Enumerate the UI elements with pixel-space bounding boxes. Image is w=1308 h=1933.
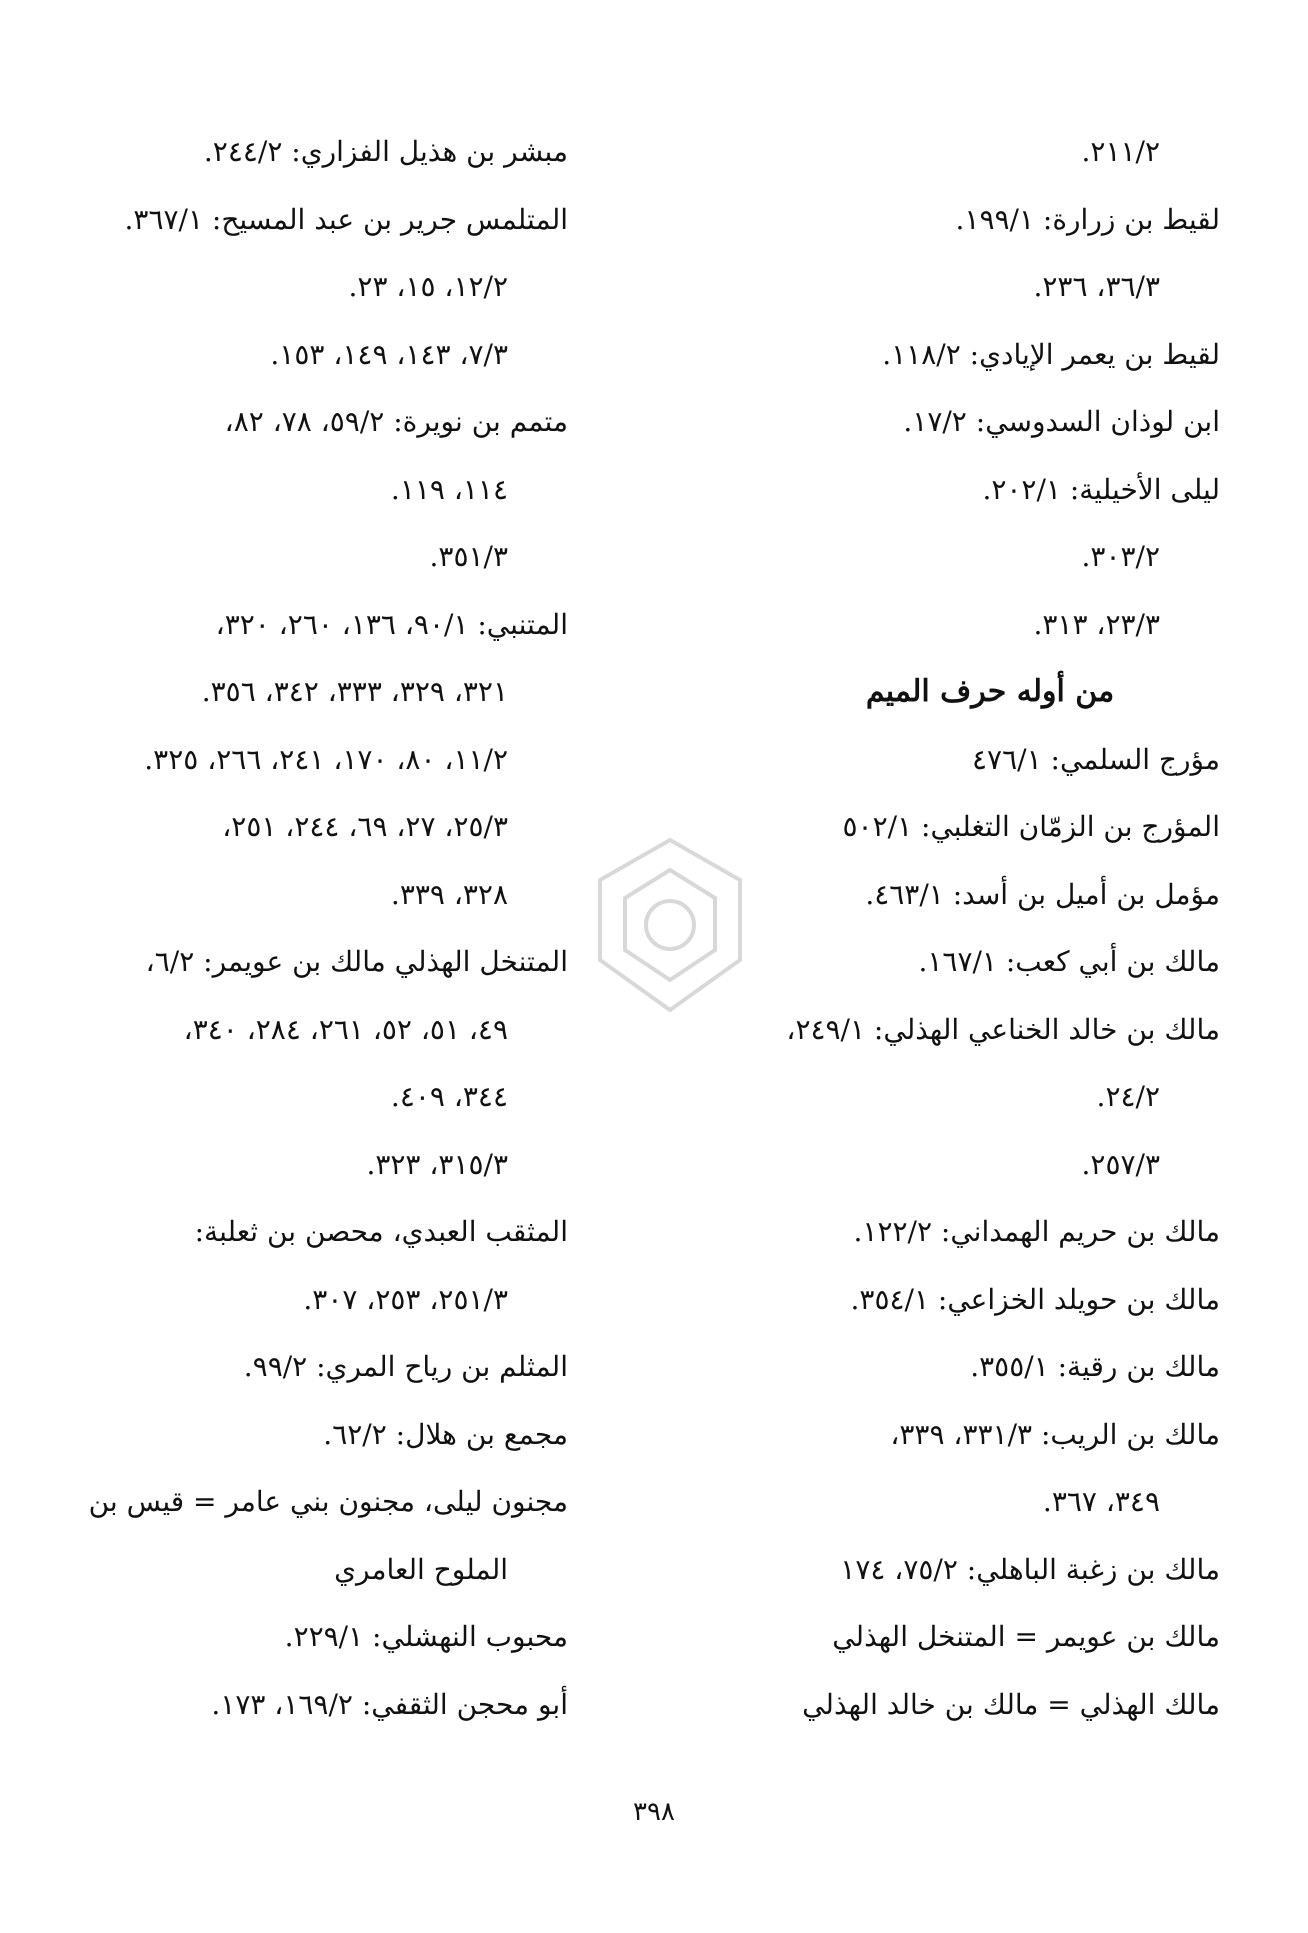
left-column-entry-line: المتنخل الهذلي مالك بن عويمر: ٦/٢، xyxy=(145,945,568,978)
right-column-entry-line: مالك بن حويلد الخزاعي: ٣٥٤/١. xyxy=(850,1282,1220,1316)
left-column-entry-line: ٢٥/٣، ٢٧، ٦٩، ٢٤٤، ٢٥١، xyxy=(222,810,508,843)
left-column-entry-line: متمم بن نويرة: ٥٩/٢، ٧٨، ٨٢، xyxy=(224,405,568,438)
right-column-entry-line: مؤمل بن أميل بن أسد: ٤٦٣/١. xyxy=(865,877,1220,911)
right-column-entry-line: ابن لوذان السدوسي: ١٧/٢. xyxy=(903,405,1220,438)
right-column-entry-line: ٣٦/٣، ٢٣٦. xyxy=(1033,270,1160,303)
left-column-entry-line: مجنون ليلى، مجنون بني عامر = قيس بن xyxy=(88,1485,568,1518)
left-column-entry-line: ٣١٥/٣، ٣٢٣. xyxy=(366,1147,508,1181)
left-column-entry-line: ٧/٣، ١٤٣، ١٤٩، ١٥٣. xyxy=(270,337,508,371)
right-column-entry-line: مالك بن زغبة الباهلي: ٧٥/٢، ١٧٤ xyxy=(840,1552,1220,1586)
right-column-entry-line: مالك بن عويمر = المتنخل الهذلي xyxy=(832,1620,1220,1653)
page-number: ٣٩٨ xyxy=(633,1797,675,1827)
left-column-entry-line: محبوب النهشلي: ٢٢٩/١. xyxy=(284,1620,568,1653)
right-column-entry-line: ٢٤/٢. xyxy=(1096,1080,1160,1113)
right-column-entry-line: المؤرج بن الزمّان التغلبي: ٥٠٢/١ xyxy=(842,810,1220,843)
left-column-entry-line: ٣٢٨، ٣٣٩. xyxy=(390,877,508,911)
left-column-entry-line: ١١/٢، ٨٠، ١٧٠، ٢٤١، ٢٦٦، ٣٢٥. xyxy=(144,742,508,776)
left-column-entry-line: مبشر بن هذيل الفزاري: ٢٤٤/٢. xyxy=(203,135,568,168)
seal-logo-icon xyxy=(560,820,780,1040)
left-column-entry-line: ١٢/٢، ١٥، ٢٣. xyxy=(348,270,508,303)
right-column-entry-line: مالك بن رقية: ٣٥٥/١. xyxy=(970,1350,1220,1383)
right-column-entry-line: لقيط بن يعمر الإيادي: ١١٨/٢. xyxy=(882,337,1220,371)
left-column-entry-line: ٣٤٤، ٤٠٩. xyxy=(390,1080,508,1113)
right-column-entry-line: ٢٣/٣، ٣١٣. xyxy=(1033,607,1160,641)
right-column-entry-line: مالك بن أبي كعب: ١٦٧/١. xyxy=(918,945,1220,978)
right-column-entry-line: مالك الهذلي = مالك بن خالد الهذلي xyxy=(802,1687,1220,1721)
right-column-entry-line: مالك بن خالد الخناعي الهذلي: ٢٤٩/١، xyxy=(786,1012,1220,1046)
left-column-entry-line: ٣٢١، ٣٢٩، ٣٣٣، ٣٤٢، ٣٥٦. xyxy=(201,675,508,708)
right-column-entry-line: ٢٥٧/٣. xyxy=(1081,1147,1160,1181)
right-column-entry-line: لقيط بن زرارة: ١٩٩/١. xyxy=(955,202,1220,236)
left-column-entry-line: المتنبي: ٩٠/١، ١٣٦، ٢٦٠، ٣٢٠، xyxy=(215,607,568,641)
left-column-entry-line: المثقب العبدي، محصن بن ثعلبة: xyxy=(194,1215,568,1248)
section-heading: من أوله حرف الميم xyxy=(865,674,1115,709)
left-column-entry-line: المتلمس جرير بن عبد المسيح: ٣٦٧/١. xyxy=(124,202,568,236)
left-column-entry-line: الملوح العامري xyxy=(334,1552,508,1586)
index-column-left xyxy=(88,118,568,1738)
right-column-entry-line: مالك بن الريب: ٣٣١/٣، ٣٣٩، xyxy=(890,1417,1220,1451)
left-column-entry-line: مجمع بن هلال: ٦٢/٢. xyxy=(323,1417,568,1451)
right-column-entry-line: ليلى الأخيلية: ٢٠٢/١. xyxy=(982,472,1220,506)
left-column-entry-line: ١١٤، ١١٩. xyxy=(390,472,508,506)
left-column-entry-line: أبو محجن الثقفي: ١٦٩/٢، ١٧٣. xyxy=(211,1687,568,1721)
left-column-entry-line: ٣٥١/٣. xyxy=(429,540,508,573)
right-column-entry-line: مؤرج السلمي: ٤٧٦/١ xyxy=(972,742,1220,776)
left-column-entry-line: ٢٥١/٣، ٢٥٣، ٣٠٧. xyxy=(303,1282,508,1316)
right-column-entry-line: ٣٤٩، ٣٦٧. xyxy=(1042,1485,1160,1518)
right-column-entry-line: ٣٠٣/٢. xyxy=(1081,540,1160,573)
right-column-entry-line: مالك بن حريم الهمداني: ١٢٢/٢. xyxy=(853,1215,1220,1248)
left-column-entry-line: المثلم بن رياح المري: ٩٩/٢. xyxy=(243,1350,568,1383)
left-column-entry-line: ٤٩، ٥١، ٥٢، ٢٦١، ٢٨٤، ٣٤٠، xyxy=(183,1012,508,1046)
right-column-entry-line: ٢١١/٢. xyxy=(1081,135,1160,168)
